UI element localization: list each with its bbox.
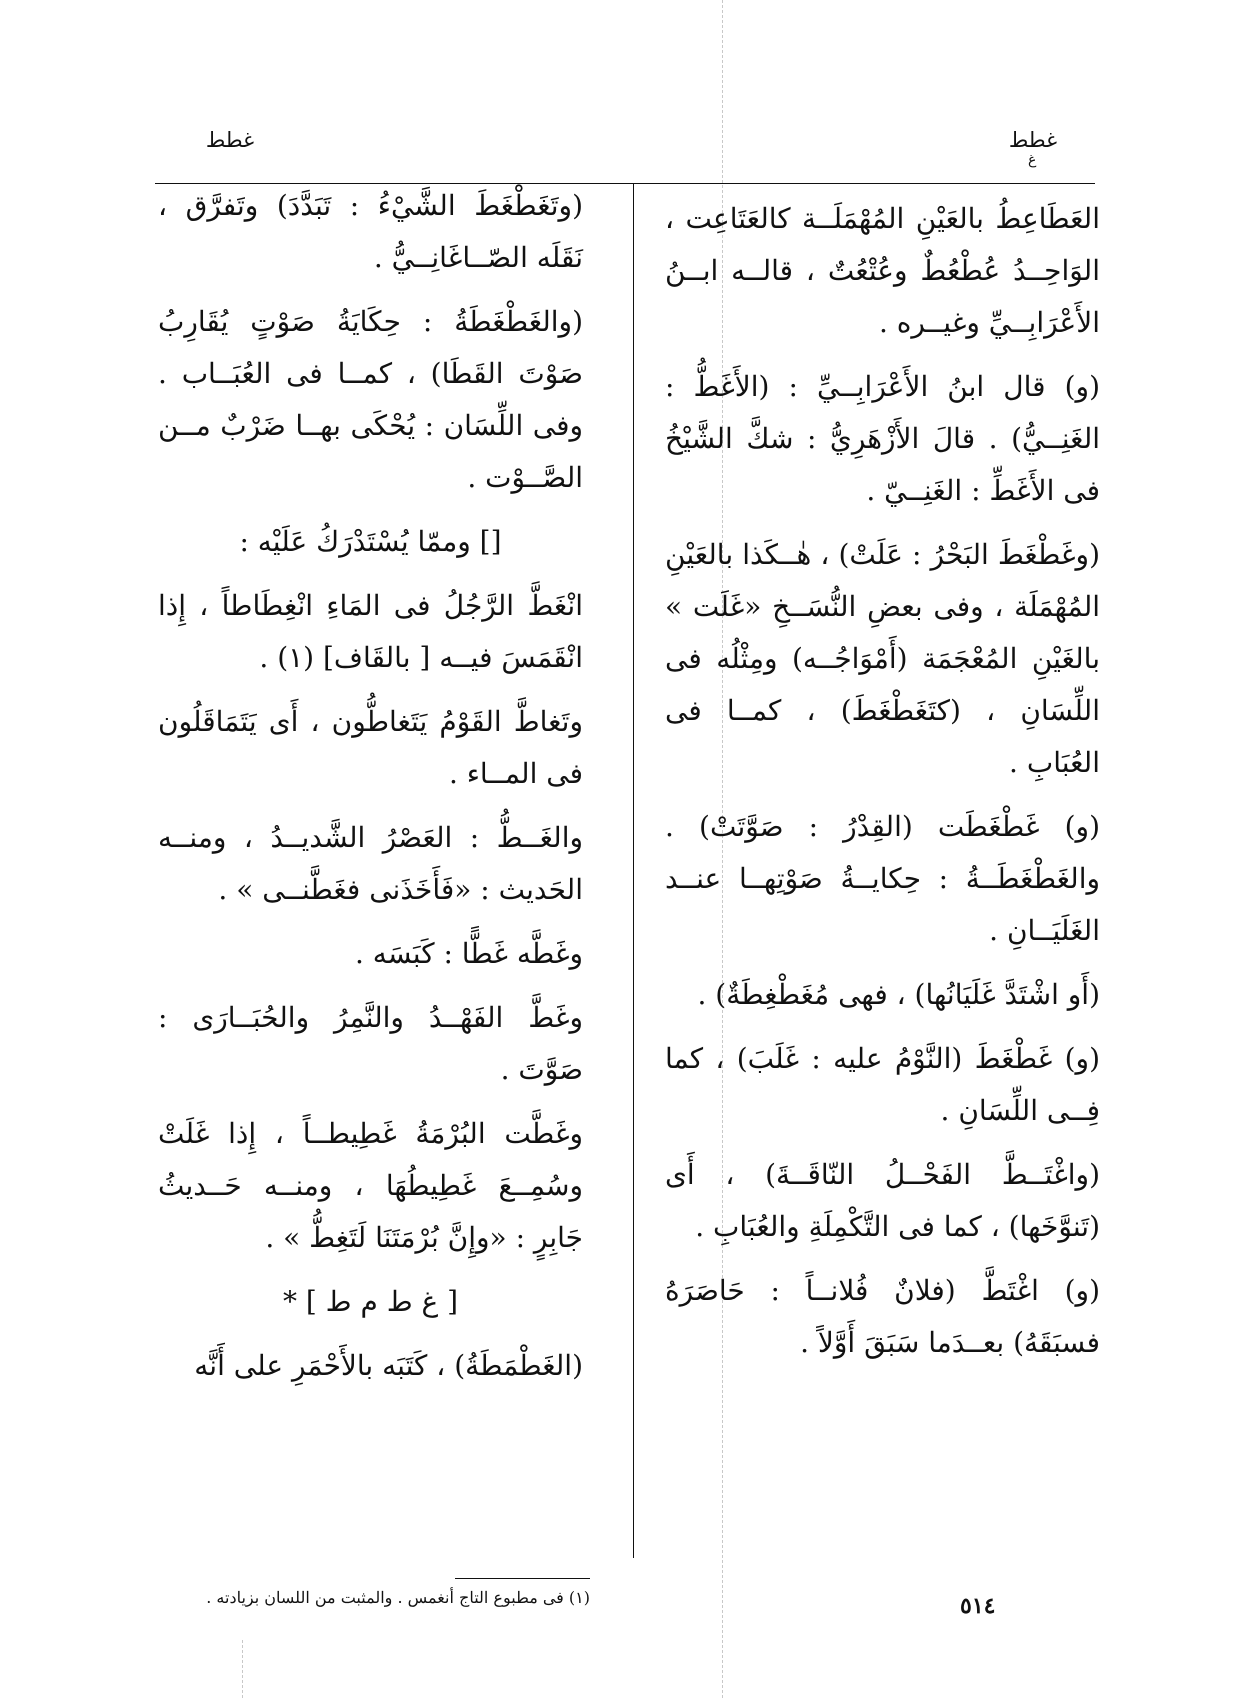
paragraph: والغَــطُّ : العَصْرُ الشَّديــدُ ، ومنــه الحَديث : «فَأَخَذَنى فغَطَّنــى » . (158, 821, 583, 906)
header-right-word: غطط (1008, 128, 1058, 152)
right-column (665, 193, 1100, 1381)
fold-line-bottom (242, 1640, 243, 1698)
paragraph: انْغَطَّ الرَّجُلُ فى المَاءِ انْغِطَاطاً ، إِذا انْقَمَسَ فيــه [ بالقَاف] (١) . (158, 589, 583, 674)
paragraph: العَطَاعِطُ بالعَيْنِ المُهْمَلَــة كالعَتَاعِت ، الوَاحِــدُ عُطْعُطٌ وعُتْعُتٌ ، قالــه ابــنُ الأَعْرَابِــيِّ وغيــره . (665, 202, 1100, 339)
header-left-word: غطط (205, 128, 255, 152)
paragraph: وغَطَّت البُرْمَةُ غَطِيطــاً ، إِذا غَلَتْ وسُمِــعَ غَطِيطُهَا ، ومنــه حَــديثُ جَابِرٍ : «وإِنَّ بُرْمَتَنَا لَتَغِطُّ » . (158, 1117, 583, 1254)
page-number: ٥١٤ (960, 1593, 996, 1619)
column-divider (633, 183, 634, 1558)
paragraph: (و) غَطْغَطَت (القِدْرُ : صَوَّتَتْ) . والغَطْغَطَــةُ : حِكايــةُ صَوْتِهــا عنــد الغَلَيَــانِ . (665, 810, 1100, 947)
paragraph: (و) قال ابنُ الأَعْرَابِــيِّ : (الأَغَطُّ : الغَنِــيُّ) . قالَ الأَزْهَرِيُّ : شكَّ الشَّيْخُ فى الأَغَطِّ : الغَنِــيّ . (665, 370, 1100, 507)
paragraph: (و) غَطْغَطَ (النَّوْمُ عليه : غَلَبَ) ، كما فِــى اللِّسَانِ . (665, 1042, 1100, 1127)
header-right-mark: غ (1028, 152, 1037, 168)
paragraph: وتَغاطَّ القَوْمُ يَتَغاطُّون ، أَى يَتَمَاقَلُون فى المــاء . (158, 705, 583, 790)
footnote-rule (455, 1578, 590, 1579)
paragraph: (الغَطْمَطَةُ) ، كَتَبَه بالأَحْمَرِ على أَنَّه (194, 1349, 583, 1382)
entry-root-heading: [ غ ط م ط ] * (282, 1285, 459, 1318)
paragraph: (وتَغَطْغَطَ الشَّيْءُ : تَبَدَّدَ) وتَفرَّق ، نَقَلَه الصّــاغَانِــيُّ . (158, 189, 583, 274)
paragraph: (والغَطْغَطَةُ : حِكَايَةُ صَوْتٍ يُقَارِبُ صَوْتَ القَطَا) ، كمــا فى العُبَــاب . وفى اللِّسَان : يُحْكَى بهــا ضَرْبٌ مــن الصَّــوْت . (158, 305, 583, 494)
left-column (158, 180, 583, 1404)
paragraph: (أَو اشْتَدَّ غَلَيَانُها) ، فهى مُغَطْغِطَةٌ) . (697, 978, 1100, 1011)
paragraph: (واغْتَــطَّ الفَحْــلُ النّاقَــةَ) ، أَى (تَنوَّخَها) ، كما فى التَّكْمِلَةِ والعُبَابِ . (665, 1158, 1100, 1243)
section-heading: [] وممّا يُسْتَدْرَكُ عَلَيْه : (239, 525, 502, 558)
paragraph: وغَطَّه غَطًّا : كَبَسَه . (355, 937, 583, 970)
paragraph: (و) اغْتَطَّ (فلانٌ فُلانــاً : حَاصَرَهُ فسبَقَهُ) بعــدَما سَبَقَ أَوَّلاً . (665, 1274, 1100, 1359)
paragraph: وغَطَّ الفَهْــدُ والنَّمِرُ والحُبَــارَى : صَوَّتَ . (158, 1001, 583, 1086)
paragraph: (وغَطْغَطَ البَحْرُ : عَلَتْ) ، هٰــكَذا بالعَيْنِ المُهْمَلَة ، وفى بعضِ النُّسَــخِ «غَلَت » بالغَيْنِ المُعْجَمَة (أَمْوَاجُــه) ومِثْلُه فى اللِّسَانِ ، (كتَغَطْغَطَ) ، كمــا فى العُبَابِ . (665, 538, 1100, 779)
footnote: (١) فى مطبوع التاج أنغمس . والمثبت من اللسان بزيادته . (206, 1588, 590, 1607)
